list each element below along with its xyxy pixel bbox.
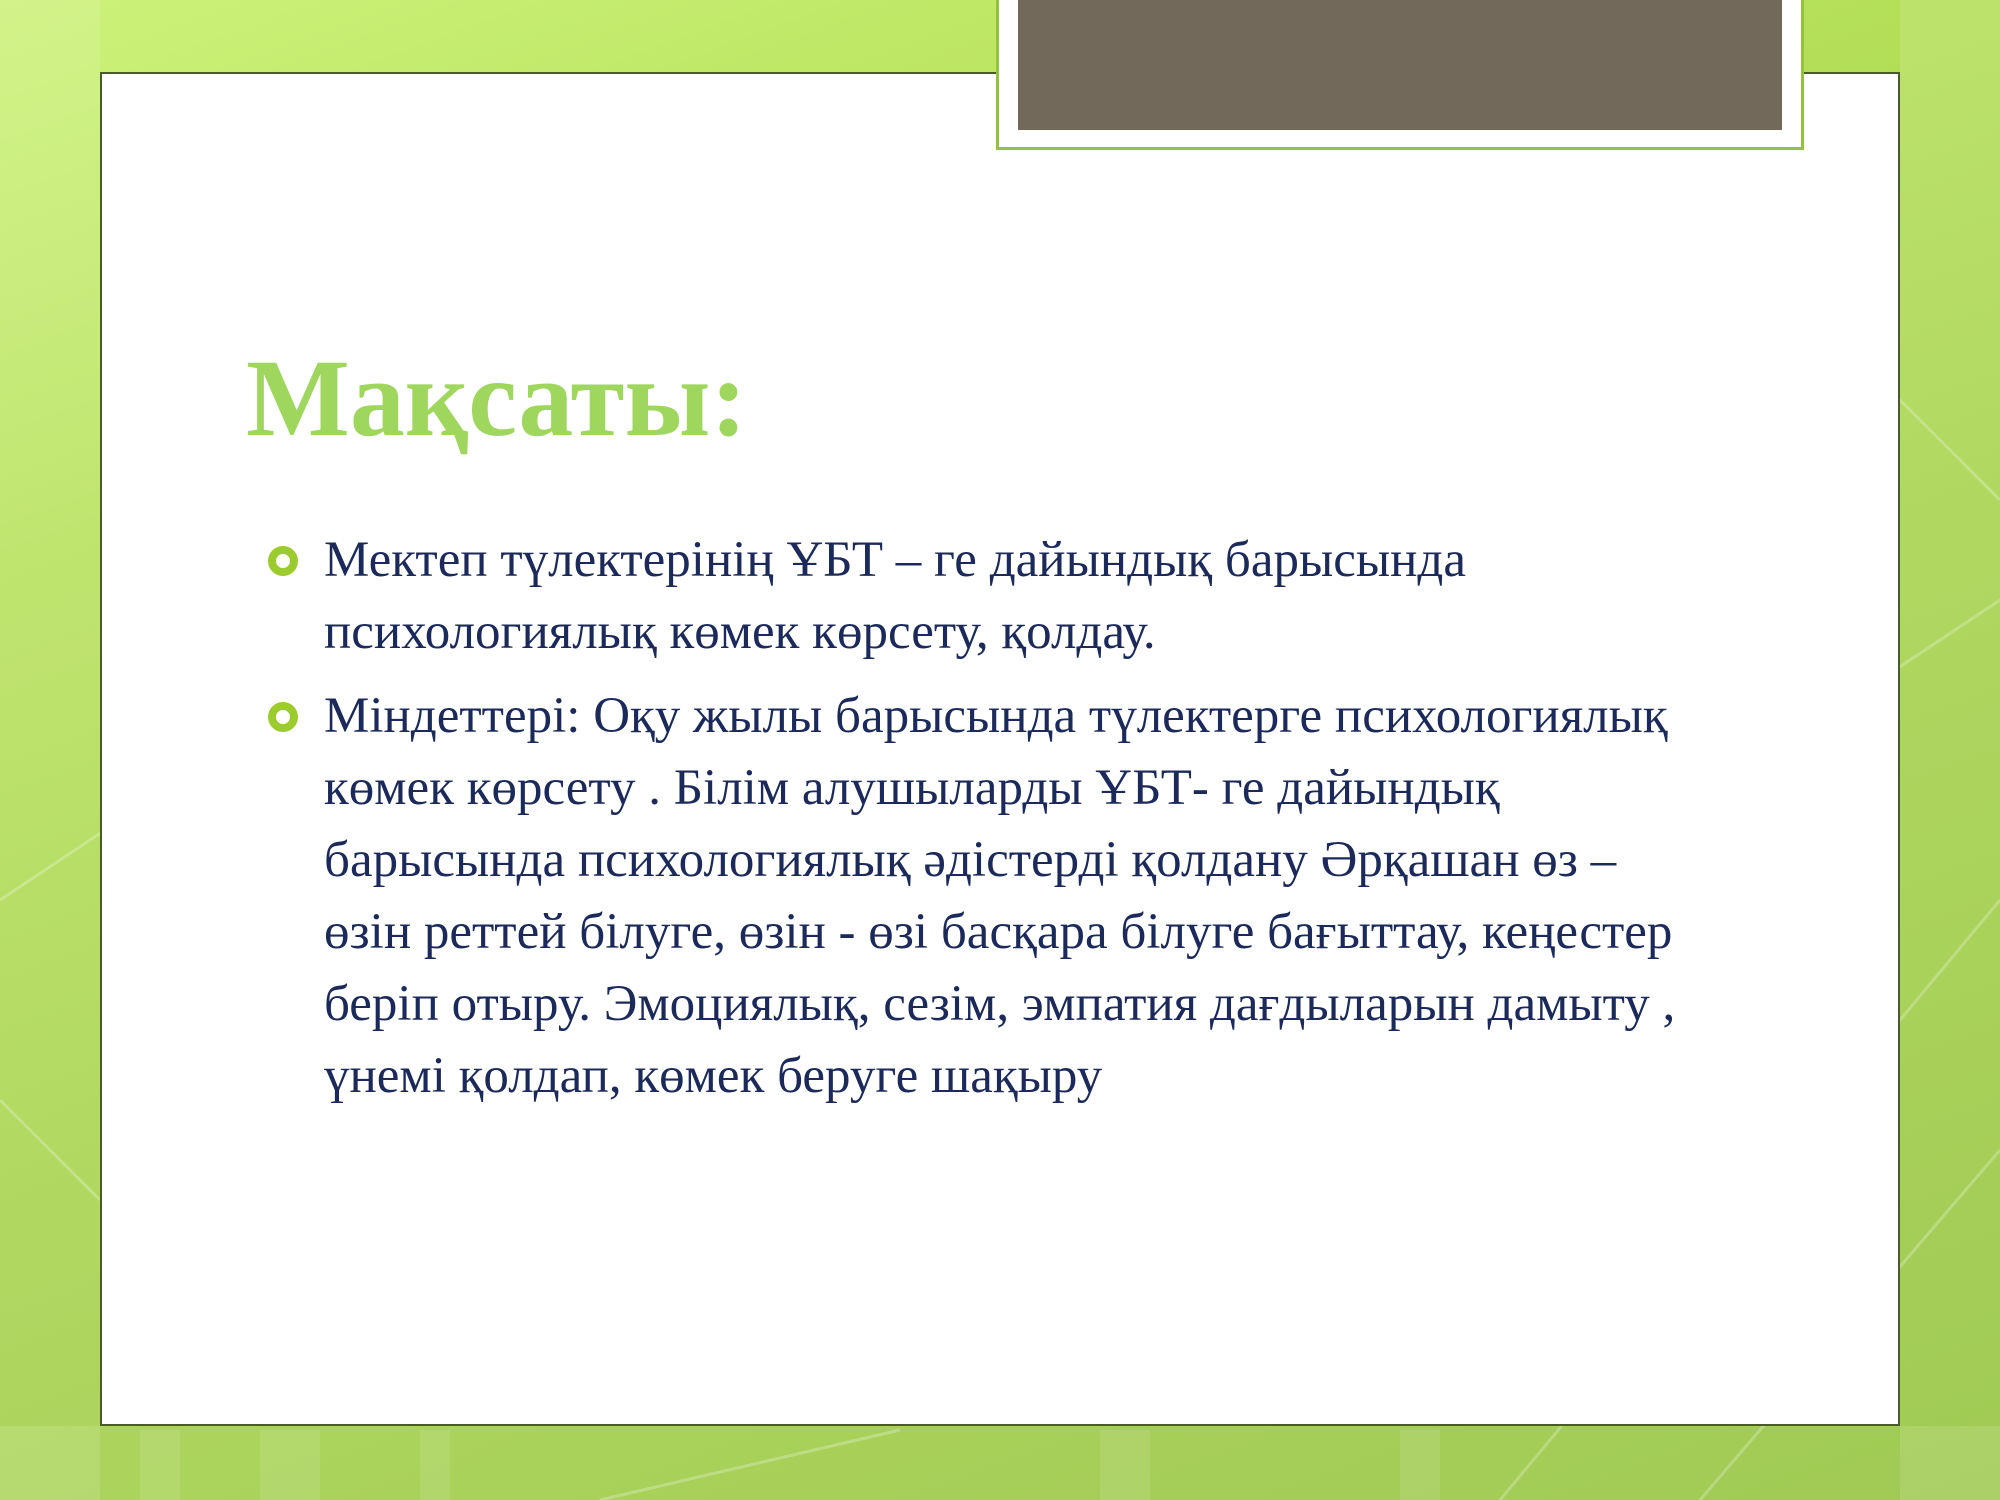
- header-decorative-block: [1018, 0, 1782, 130]
- bullet-text: Мектеп түлектерінің ҰБТ – ге дайындық барысында психологиялық көмек көрсету, қолдау.: [324, 532, 1466, 660]
- bullet-text: Міндеттері: Оқу жылы барысында түлектерге психологиялық көмек көрсету . Білім алушыларды ҰБТ- ге дайындық барысында психологиялық әдістерді қолдану Әрқашан өз – өзін реттей білуге, өзін - өзі басқара білуге бағыттау, кеңестер беріп отыру. Эмоциялық, сезім, эмпатия дағдыларын дамыту , үнемі қолдап, көмек беруге шақыру: [324, 688, 1676, 1104]
- slide-title: Мақсаты:: [246, 337, 748, 459]
- ring-bullet-icon: [268, 546, 298, 576]
- ring-bullet-icon: [268, 702, 298, 732]
- bullet-item: [260, 524, 1680, 668]
- bullet-item: [260, 680, 1680, 1112]
- bullet-list: [260, 524, 1680, 1124]
